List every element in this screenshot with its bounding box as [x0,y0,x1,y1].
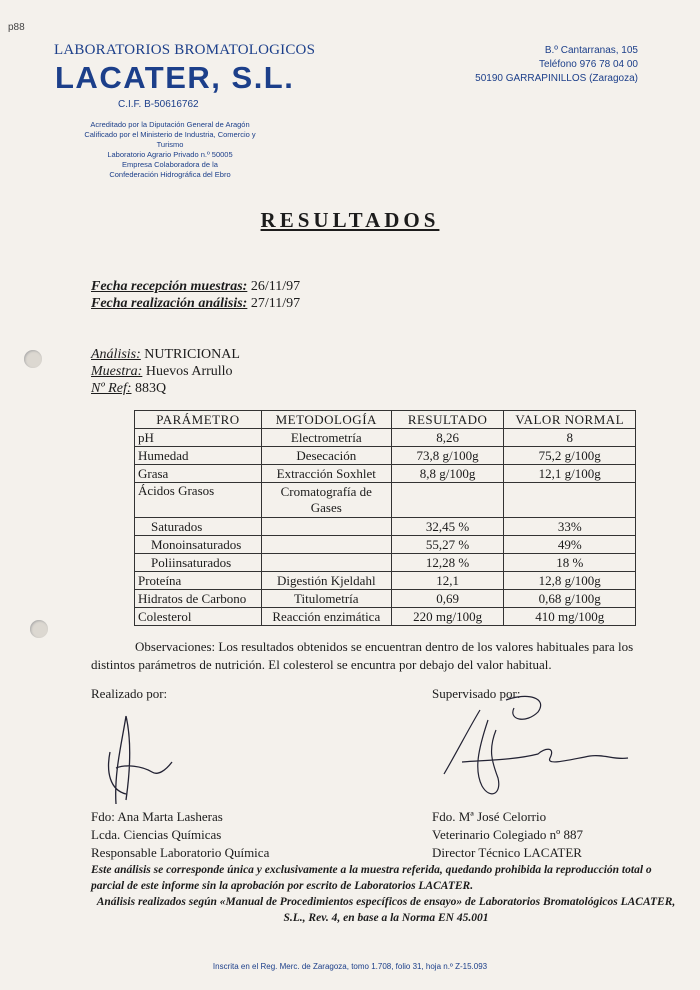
table-row [135,608,636,626]
dates-block [91,278,300,312]
table-row [135,554,636,572]
method-cell: Digestión Kjeldahl [261,572,391,590]
method-cell [261,518,391,536]
table-row [135,429,636,447]
punch-hole [24,350,42,368]
table-row [135,536,636,554]
page-number: p88 [8,22,25,33]
normal-value-cell: 12,8 g/100g [504,572,636,590]
signature-right-icon [418,690,638,810]
normal-value-cell: 18 % [504,554,636,572]
sample-value: Huevos Arrullo [142,364,233,379]
column-header: PARÁMETRO [135,411,262,429]
supervised-by-label: Supervisado por: [432,686,521,701]
result-cell: 8,8 g/100g [391,465,504,483]
reception-date-value: 26/11/97 [247,279,301,294]
cif: C.I.F. B-50616762 [118,99,199,110]
company-name: LACATER, S.L. [55,60,295,95]
table-row [135,483,636,518]
signer-left-degree: Lcda. Ciencias Químicas [91,827,222,842]
disclaimer-line: Análisis realizados según «Manual de Procedimientos específicos de ensayo» de Laboratorios Bromatológicos LACATER, S.L., Rev. 4, en base a la Norma EN 45.001 [96,896,676,924]
analysis-type-value: NUTRICIONAL [140,347,240,362]
accreditation-line: Confederación Hidrográfica del Ebro [109,170,231,179]
table-row [135,518,636,536]
signature-left-icon [96,712,176,808]
reception-date-label: Fecha recepción muestras: [91,279,248,294]
result-cell: 12,1 [391,572,504,590]
method-cell: Titulometría [261,590,391,608]
result-cell: 55,27 % [391,536,504,554]
observations-text: Observaciones: Los resultados obtenidos se encuentran dentro de los valores habituales para los distintos parámetros de nutrición. El colesterol se encuntra por debajo del valor habitual. [91,639,634,672]
table-row [135,572,636,590]
parameter-cell: Poliinsaturados [135,554,262,572]
column-header: RESULTADO [391,411,504,429]
signer-right-name: Fdo. Mª José Celorrio [432,809,547,824]
ref-label: Nº Ref: [91,381,132,396]
address-line: B.º Cantarranas, 105 [544,45,638,56]
method-cell: Electrometría [261,429,391,447]
result-cell: 73,8 g/100g [391,447,504,465]
lab-name: LABORATORIOS BROMATOLOGICOS [54,42,316,58]
parameter-cell: Monoinsaturados [135,536,262,554]
signer-right-role: Director Técnico LACATER [432,845,582,860]
signer-right-credential: Veterinario Colegiado nº 887 [432,827,583,842]
accreditation-line: Calificado por el Ministerio de Industria, Comercio y Turismo [84,130,256,149]
table-row [135,447,636,465]
ref-value: 883Q [131,381,167,396]
signer-right-block [432,808,583,862]
method-cell: Desecación [261,447,391,465]
table-header-row [135,411,636,429]
parameter-cell: Ácidos Grasos [135,483,262,518]
normal-value-cell [504,483,636,518]
accreditation-line: Acreditado por la Diputación General de Aragón [90,120,250,129]
city-line: 50190 GARRAPINILLOS (Zaragoza) [475,73,638,84]
result-cell [391,483,504,518]
signer-left-role: Responsable Laboratorio Química [91,845,270,860]
parameter-cell: Saturados [135,518,262,536]
accreditation-line: Laboratorio Agrario Privado n.º 50005 [107,150,233,159]
method-cell: Reacción enzimática [261,608,391,626]
signer-left-name: Fdo: Ana Marta Lasheras [91,809,223,824]
accreditation-block [70,120,270,180]
normal-value-cell: 0,68 g/100g [504,590,636,608]
results-table [134,410,636,626]
analysis-date-value: 27/11/97 [247,296,301,311]
method-cell [261,554,391,572]
column-header: VALOR NORMAL [504,411,636,429]
phone-line: Teléfono 976 78 04 00 [539,59,638,70]
page-title: RESULTADOS [260,208,440,232]
signer-left-block [91,808,269,862]
result-cell: 8,26 [391,429,504,447]
result-cell: 220 mg/100g [391,608,504,626]
result-cell: 0,69 [391,590,504,608]
performed-by-label: Realizado por: [91,686,168,701]
table-row [135,465,636,483]
normal-value-cell: 410 mg/100g [504,608,636,626]
normal-value-cell: 8 [504,429,636,447]
normal-value-cell: 75,2 g/100g [504,447,636,465]
parameter-cell: Proteína [135,572,262,590]
analysis-date-label: Fecha realización análisis: [91,296,248,311]
address-block [475,44,638,86]
parameter-cell: Humedad [135,447,262,465]
parameter-cell: pH [135,429,262,447]
method-cell [261,536,391,554]
accreditation-line: Empresa Colaboradora de la [122,160,218,169]
disclaimer-line: Este análisis se corresponde única y exclusivamente a la muestra referida, quedando prohibida la reproducción total o parcial de este informe sin la aprobación por escrito de Laboratorios LACATER. [91,864,652,892]
method-cell: Extracción Soxhlet [261,465,391,483]
method-cell: Cromatografía de Gases [261,483,391,518]
normal-value-cell: 49% [504,536,636,554]
result-cell: 12,28 % [391,554,504,572]
sample-label: Muestra: [91,364,143,379]
disclaimer [91,862,681,926]
punch-hole [30,620,48,638]
column-header: METODOLOGÍA [261,411,391,429]
sample-meta-block [91,346,240,397]
analysis-type-label: Análisis: [91,347,141,362]
parameter-cell: Hidratos de Carbono [135,590,262,608]
normal-value-cell: 33% [504,518,636,536]
registry-footer: Inscrita en el Reg. Merc. de Zaragoza, tomo 1.708, folio 31, hoja n.º Z-15.093 [212,962,488,971]
result-cell: 32,45 % [391,518,504,536]
table-row [135,590,636,608]
parameter-cell: Grasa [135,465,262,483]
parameter-cell: Colesterol [135,608,262,626]
normal-value-cell: 12,1 g/100g [504,465,636,483]
